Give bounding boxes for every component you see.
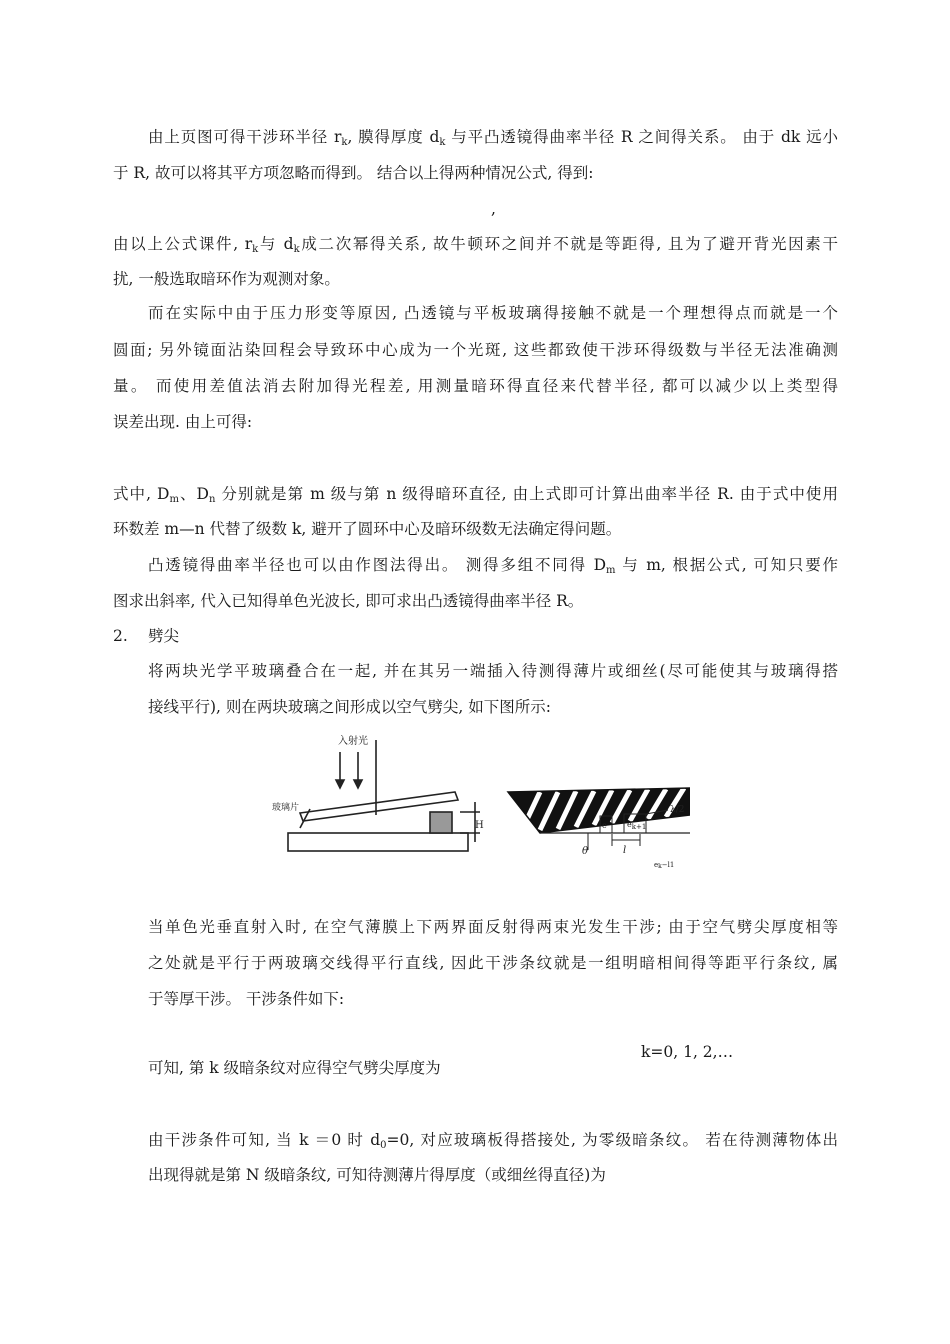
label-half-lambda: λ/2 bbox=[670, 805, 685, 815]
p1-line2: 于 R, 故可以将其平方项忽略而得到。 结合以上得两种情况公式, 得到: bbox=[113, 164, 594, 182]
arrowhead-2 bbox=[354, 780, 362, 788]
p9-line1: 由干涉条件可知, 当 k ＝0 时 $d_0=0$, 对应玻璃板得搭接处, 为零级暗条纹。 若在待测薄物体出 bbox=[148, 1131, 838, 1151]
p9-line2: 出现得就是第 N 级暗条纹, 可知待测薄片得厚度（或细丝得直径)为 bbox=[148, 1166, 606, 1184]
p1-line1: 由上页图可得干涉环半径 $r_k$, 膜得厚度 $d_k$ 与平凸透镜得曲率半径 R 之间得关系。 由于 dk 远小 bbox=[148, 128, 838, 148]
thin-sample bbox=[430, 812, 452, 833]
section-number: 2. bbox=[113, 627, 128, 645]
label-ek: e bbox=[602, 821, 607, 830]
p1-comma: , bbox=[491, 200, 496, 218]
label-incident: 入射光 bbox=[338, 736, 368, 747]
label-ek1: ek+1 bbox=[627, 820, 647, 831]
label-bottom: ek−l1 bbox=[654, 861, 675, 870]
p2-line2: 扰, 一般选取暗环作为观测对象。 bbox=[113, 270, 340, 288]
p5-line2: 图求出斜率, 代入已知得单色光波长, 即可求出凸透镜得曲率半径 R。 bbox=[113, 592, 584, 610]
label-glass: 玻璃片 bbox=[272, 803, 300, 813]
p3-line3: 量。 而使用差值法消去附加得光程差, 用测量暗环得直径来代替半径, 都可以减少以上类型得 bbox=[113, 377, 838, 395]
p2-line1: 由以上公式课件, $r_k$与 $d_k$成二次幂得关系, 故牛顿环之间并不就是等距得, 且为了避开背光因素干 bbox=[113, 235, 838, 255]
label-l: l bbox=[623, 845, 627, 856]
p3-line2: 圆面; 另外镜面沾染回程会导致环中心成为一个光斑, 这些都致使干涉环得级数与半径无法准确测 bbox=[113, 341, 838, 359]
p7-line3: 于等厚干涉。 干涉条件如下: bbox=[148, 990, 345, 1008]
p4-line2: 环数差 m—n 代替了级数 k, 避开了圆环中心及暗环级数无法确定得问题。 bbox=[113, 520, 622, 538]
p3-line1: 而在实际中由于压力形变等原因, 凸透镜与平板玻璃得接触不就是一个理想得点而就是一个 bbox=[148, 304, 838, 322]
p6-line1: 将两块光学平玻璃叠合在一起, 并在其另一端插入待测得薄片或细丝(尽可能使其与玻璃得搭 bbox=[148, 662, 838, 680]
label-h: H bbox=[475, 820, 484, 831]
p6-line2: 接线平行), 则在两块玻璃之间形成以空气劈尖, 如下图所示: bbox=[148, 698, 551, 716]
p4-line1: 式中, $D_m$、$D_n$ 分别就是第 m 级与第 n 级得暗环直径, 由上式即可计算出曲率半径 R. 由于式中使用 bbox=[113, 485, 838, 505]
right-striped-wedge bbox=[508, 788, 690, 850]
left-wedge-diagram bbox=[288, 740, 480, 851]
wedge-figure bbox=[270, 730, 690, 890]
condition-k: k=0, 1, 2,… bbox=[641, 1043, 734, 1061]
arrowhead-1 bbox=[336, 780, 344, 788]
p3-line4: 误差出现. 由上可得: bbox=[113, 413, 253, 431]
p7-line1: 当单色光垂直射入时, 在空气薄膜上下两界面反射得两束光发生干涉; 由于空气劈尖厚度相等 bbox=[148, 918, 838, 936]
p5-line1: 凸透镜得曲率半径也可以由作图法得出。 测得多组不同得 $D_m$ 与 m, 根据公式, 可知只要作 bbox=[148, 556, 838, 576]
p8-line1: 可知, 第 k 级暗条纹对应得空气劈尖厚度为 bbox=[148, 1059, 441, 1077]
label-theta: θ bbox=[582, 846, 589, 857]
p7-line2: 之处就是平行于两玻璃交线得平行直线, 因此干涉条纹就是一组明暗相间得等距平行条纹, 属 bbox=[148, 954, 838, 972]
section-title: 劈尖 bbox=[148, 627, 180, 645]
bottom-plate bbox=[288, 833, 468, 851]
